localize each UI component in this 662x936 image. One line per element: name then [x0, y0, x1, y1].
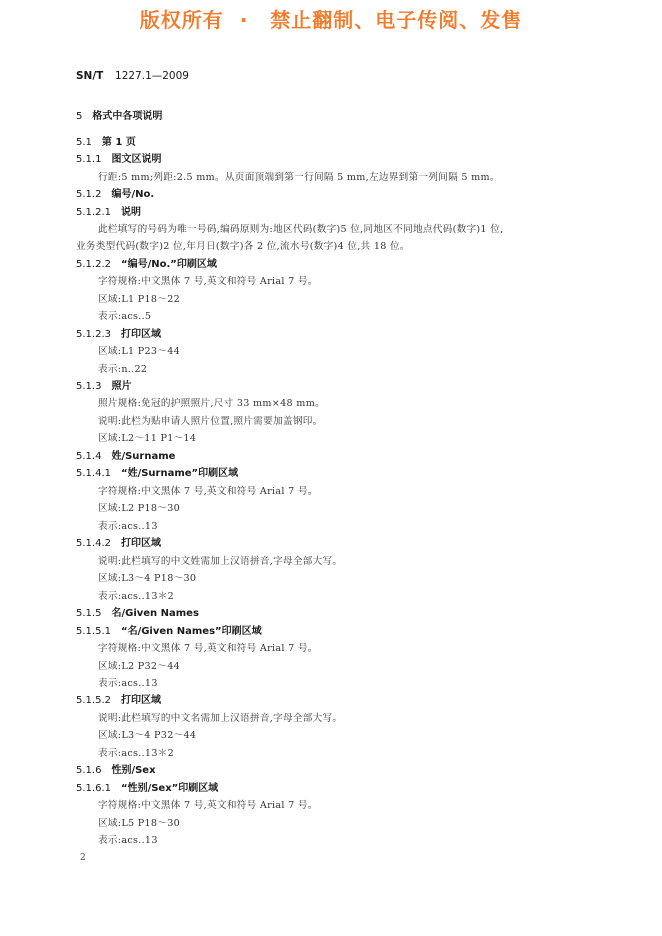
body-paragraph: 说明:此栏为贴申请人照片位置,照片需要加盖钢印。: [98, 416, 323, 427]
section-title: 打印区域: [121, 329, 161, 340]
section-number: 5.1.1: [76, 154, 102, 165]
watermark-separator: ·: [239, 8, 249, 32]
body-paragraph: 区域:L2 P32～44: [98, 661, 181, 672]
section-number: 5.1.6.1: [76, 783, 111, 794]
watermark-right-text: 禁止翻制、电子传阅、发售: [270, 8, 523, 32]
body-paragraph: 区域:L3～4 P18～30: [98, 573, 197, 584]
section-heading: [76, 607, 199, 621]
section-heading: [76, 258, 217, 272]
section-heading: [76, 625, 262, 639]
section-number: 5.1.3: [76, 381, 102, 392]
section-number: 5.1.4.2: [76, 538, 111, 549]
section-heading: [76, 764, 156, 778]
body-paragraph: 照片规格:免冠的护照照片,尺寸 33 mm×48 mm。: [98, 398, 325, 409]
body-paragraph: 字符规格:中文黑体 7 号,英文和符号 Arial 7 号。: [98, 643, 318, 654]
section-number: 5.1.4.1: [76, 468, 111, 479]
section-heading: [76, 694, 161, 708]
section-heading: [76, 206, 141, 220]
section-number: 5.1.2.2: [76, 259, 111, 270]
standard-code: SN/T: [76, 70, 104, 82]
body-paragraph: 表示:acs..13: [98, 678, 158, 689]
body-paragraph: 表示:n..22: [98, 364, 148, 375]
section-number: 5.1.2.3: [76, 329, 111, 340]
section-title: 姓/Surname: [111, 451, 176, 462]
body-paragraph: 区域:L2～11 P1～14: [98, 433, 197, 444]
section-heading: [76, 153, 161, 167]
section-heading: [76, 328, 161, 342]
body-paragraph: 字符规格:中文黑体 7 号,英文和符号 Arial 7 号。: [98, 800, 318, 811]
body-paragraph: 表示:acs..13: [98, 835, 158, 846]
section-number: 5.1.4: [76, 451, 102, 462]
section-number: 5.1.5.1: [76, 626, 111, 637]
section-heading: [76, 136, 136, 150]
section-title: 格式中各项说明: [92, 111, 163, 122]
page-number: 2: [80, 853, 86, 863]
body-paragraph: 表示:acs..13: [98, 521, 158, 532]
section-heading: [76, 188, 154, 202]
section-title: 第 1 页: [101, 137, 136, 148]
standard-number: 1227.1—2009: [115, 70, 189, 82]
section-title: 图文区说明: [111, 154, 162, 165]
body-paragraph: 表示:acs..13＊2: [98, 591, 175, 602]
section-title: 打印区域: [121, 695, 161, 706]
body-paragraph: 说明:此栏填写的中文名需加上汉语拼音,字母全部大写。: [98, 713, 343, 724]
body-paragraph: 区域:L3～4 P32～44: [98, 730, 197, 741]
body-paragraph: 区域:L2 P18～30: [98, 503, 181, 514]
section-number: 5: [76, 111, 83, 122]
section-title: “编号/No.”印刷区域: [121, 259, 217, 270]
section-title: 性别/Sex: [111, 765, 156, 776]
section-title: 编号/No.: [111, 189, 155, 200]
section-title: “姓/Surname”印刷区域: [121, 468, 239, 479]
section-number: 5.1: [76, 137, 92, 148]
body-paragraph: 字符规格:中文黑体 7 号,英文和符号 Arial 7 号。: [98, 486, 318, 497]
body-paragraph: 此栏填写的号码为唯一号码,编码原则为:地区代码(数字)5 位,同地区不同地点代码(数字)1 位,: [98, 224, 504, 235]
body-paragraph: 说明:此栏填写的中文姓需加上汉语拼音,字母全部大写。: [98, 556, 343, 567]
body-paragraph: 表示:acs..5: [98, 311, 152, 322]
section-number: 5.1.6: [76, 765, 102, 776]
section-title: 名/Given Names: [111, 608, 199, 619]
section-heading: [76, 537, 161, 551]
section-number: 5.1.2.1: [76, 207, 111, 218]
body-paragraph: 表示:acs..13＊2: [98, 748, 175, 759]
section-heading: [76, 782, 218, 796]
section-number: 5.1.5.2: [76, 695, 111, 706]
watermark-left-text: 版权所有: [139, 8, 224, 32]
body-paragraph: 区域:L1 P23～44: [98, 346, 181, 357]
section-title: 打印区域: [121, 538, 161, 549]
section-title: “性别/Sex”印刷区域: [121, 783, 219, 794]
section-heading: [76, 380, 131, 394]
body-paragraph: 行距:5 mm;列距:2.5 mm。从页面顶端到第一行间隔 5 mm,左边界到第一列间隔 5 mm。: [98, 172, 500, 183]
body-paragraph: 业务类型代码(数字)2 位,年月日(数字)各 2 位,流水号(数字)4 位,共 18 位。: [76, 241, 410, 252]
section-heading: [76, 110, 162, 124]
section-heading: [76, 467, 238, 481]
body-paragraph: 区域:L1 P18～22: [98, 294, 181, 305]
body-paragraph: 字符规格:中文黑体 7 号,英文和符号 Arial 7 号。: [98, 276, 318, 287]
section-heading: [76, 450, 175, 464]
section-title: 说明: [121, 207, 141, 218]
body-paragraph: 区域:L5 P18～30: [98, 818, 181, 829]
section-number: 5.1.2: [76, 189, 102, 200]
section-title: 照片: [111, 381, 132, 392]
section-number: 5.1.5: [76, 608, 102, 619]
section-title: “名/Given Names”印刷区域: [121, 626, 262, 637]
